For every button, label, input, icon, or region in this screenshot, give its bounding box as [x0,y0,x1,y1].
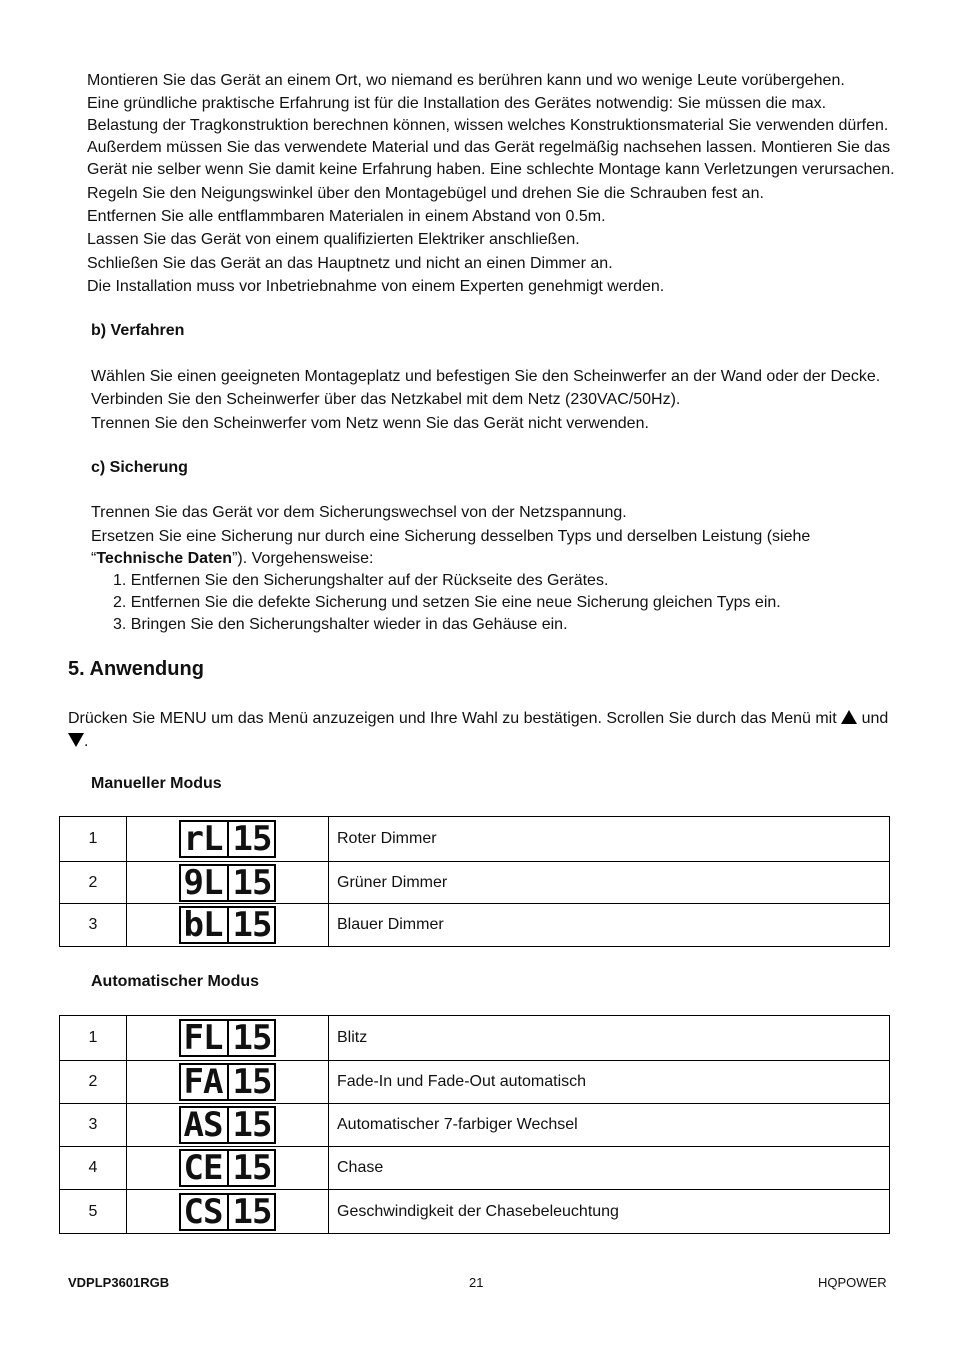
lcd-display-icon [179,1019,277,1057]
display-cell [127,1190,329,1234]
sicherung-step: 1. Entfernen Sie den Sicherungshalter auf der Rückseite des Gerätes. [113,572,609,589]
row-description: Blauer Dimmer [329,904,890,947]
display-cell [127,817,329,862]
intro-line: Lassen Sie das Gerät von einem qualifizierten Elektriker anschließen. [87,231,580,248]
verfahren-heading: b) Verfahren [91,322,185,339]
lcd-display-icon [179,1149,277,1187]
verfahren-line: Wählen Sie einen geeigneten Montageplatz und befestigen Sie den Scheinwerfer an der Wand oder der Decke. [91,368,881,385]
lcd-display-icon [179,906,277,944]
lcd-display-icon [179,864,277,902]
intro-line: Montieren Sie das Gerät an einem Ort, wo niemand es berühren kann und wo wenige Leute vorübergehen. [87,72,845,89]
display-cell [127,862,329,904]
lcd-separator [227,822,229,856]
table-row [60,1190,890,1234]
footer-model: VDPLP3601RGB [68,1275,170,1290]
lcd-display-icon [179,820,277,858]
lcd-separator [227,866,229,900]
row-number: 3 [60,1104,127,1147]
auto-heading: Automatischer Modus [91,973,260,990]
lcd-value: 15 [232,1148,272,1188]
anwendung-text-main: Drücken Sie MENU um das Menü anzuzeigen und Ihre Wahl zu bestätigen. Scrollen Sie durch das Menü mit [68,710,837,727]
arrow-up-icon [841,710,857,724]
technische-daten-ref: Technische Daten [96,550,233,567]
sicherung-heading: c) Sicherung [91,459,188,476]
lcd-code: FL [183,1018,223,1058]
intro-line: Eine gründliche praktische Erfahrung ist für die Installation des Gerätes notwendig: Sie müssen die max. [87,95,827,112]
display-cell [127,1104,329,1147]
anwendung-text-cont [68,732,88,752]
table-row [60,817,890,862]
anwendung-text-end: . [84,733,89,750]
lcd-display-icon [179,1106,277,1144]
sicherung-line: Ersetzen Sie eine Sicherung nur durch eine Sicherung desselben Typs und derselben Leistung (siehe [91,528,811,545]
sicherung-step: 2. Entfernen Sie die defekte Sicherung und setzen Sie eine neue Sicherung gleichen Typs ein. [113,594,781,611]
display-cell [127,1147,329,1190]
sicherung-line: Trennen Sie das Gerät vor dem Sicherungswechsel von der Netzspannung. [91,504,627,521]
lcd-code: 9L [183,862,223,903]
table-row [60,1104,890,1147]
row-description: Grüner Dimmer [329,862,890,904]
lcd-code: CE [183,1148,223,1188]
lcd-separator [227,908,229,942]
table-row [60,1147,890,1190]
lcd-code: rL [183,819,223,859]
lcd-value: 15 [232,1018,272,1058]
display-cell [127,1061,329,1104]
lcd-code: AS [183,1105,223,1145]
row-number: 4 [60,1147,127,1190]
lcd-code: bL [183,905,223,945]
row-description: Blitz [329,1016,890,1061]
intro-line: Außerdem müssen Sie das verwendete Material und das Gerät regelmäßig nachsehen lassen. Montieren Sie das [87,139,891,156]
lcd-separator [227,1021,229,1055]
row-description: Automatischer 7-farbiger Wechsel [329,1104,890,1147]
manual-heading: Manueller Modus [91,775,222,792]
table-row [60,1016,890,1061]
verfahren-line: Trennen Sie den Scheinwerfer vom Netz wenn Sie das Gerät nicht verwenden. [91,415,649,432]
footer-page-number: 21 [469,1275,484,1290]
row-number: 5 [60,1190,127,1234]
lcd-separator [227,1108,229,1142]
table-row [60,904,890,947]
sicherung-line-rest: ”). Vorgehensweise: [232,550,374,567]
display-cell [127,904,329,947]
row-description: Roter Dimmer [329,817,890,862]
lcd-value: 15 [232,905,272,945]
intro-line: Gerät nie selber wenn Sie damit keine Erfahrung haben. Eine schlechte Montage kann Verletzungen verursachen. [87,161,895,178]
row-number: 1 [60,1016,127,1061]
arrow-down-icon [68,733,84,747]
verfahren-line: Verbinden Sie den Scheinwerfer über das Netzkabel mit dem Netz (230VAC/50Hz). [91,391,681,408]
intro-line: Die Installation muss vor Inbetriebnahme von einem Experten genehmigt werden. [87,278,665,295]
lcd-separator [227,1151,229,1185]
lcd-separator [227,1065,229,1099]
row-number: 3 [60,904,127,947]
row-number: 2 [60,1061,127,1104]
sicherung-line [91,549,373,569]
manual-mode-table [59,816,890,947]
intro-line: Schließen Sie das Gerät an das Hauptnetz und nicht an einen Dimmer an. [87,255,613,272]
display-cell [127,1016,329,1061]
lcd-value: 15 [232,1191,272,1232]
intro-line: Regeln Sie den Neigungswinkel über den Montagebügel und drehen Sie die Schrauben fest an. [87,185,764,202]
anwendung-heading: 5. Anwendung [68,658,204,680]
sicherung-step: 3. Bringen Sie den Sicherungshalter wieder in das Gehäuse ein. [113,616,568,633]
lcd-display-icon [179,1063,277,1101]
row-number: 2 [60,862,127,904]
lcd-code: CS [183,1191,223,1232]
lcd-value: 15 [232,1062,272,1102]
lcd-separator [227,1195,229,1229]
intro-line: Entfernen Sie alle entflammbaren Materialen in einem Abstand von 0.5m. [87,208,606,225]
footer-brand: HQPOWER [818,1275,887,1290]
auto-mode-table [59,1015,890,1234]
row-description: Fade-In und Fade-Out automatisch [329,1061,890,1104]
table-row [60,1061,890,1104]
lcd-code: FA [183,1062,223,1102]
lcd-display-icon [179,1193,277,1231]
anwendung-text [68,709,888,729]
lcd-value: 15 [232,1105,272,1145]
quote-open: “ [91,550,97,567]
row-number: 1 [60,817,127,862]
lcd-value: 15 [232,862,272,903]
table-row [60,862,890,904]
row-description: Geschwindigkeit der Chasebeleuchtung [329,1190,890,1234]
intro-line: Belastung der Tragkonstruktion berechnen können, wissen welches Konstruktionsmaterial Sie verwenden dürfen. [87,117,889,134]
anwendung-und: und [861,710,889,727]
row-description: Chase [329,1147,890,1190]
lcd-value: 15 [232,819,272,859]
